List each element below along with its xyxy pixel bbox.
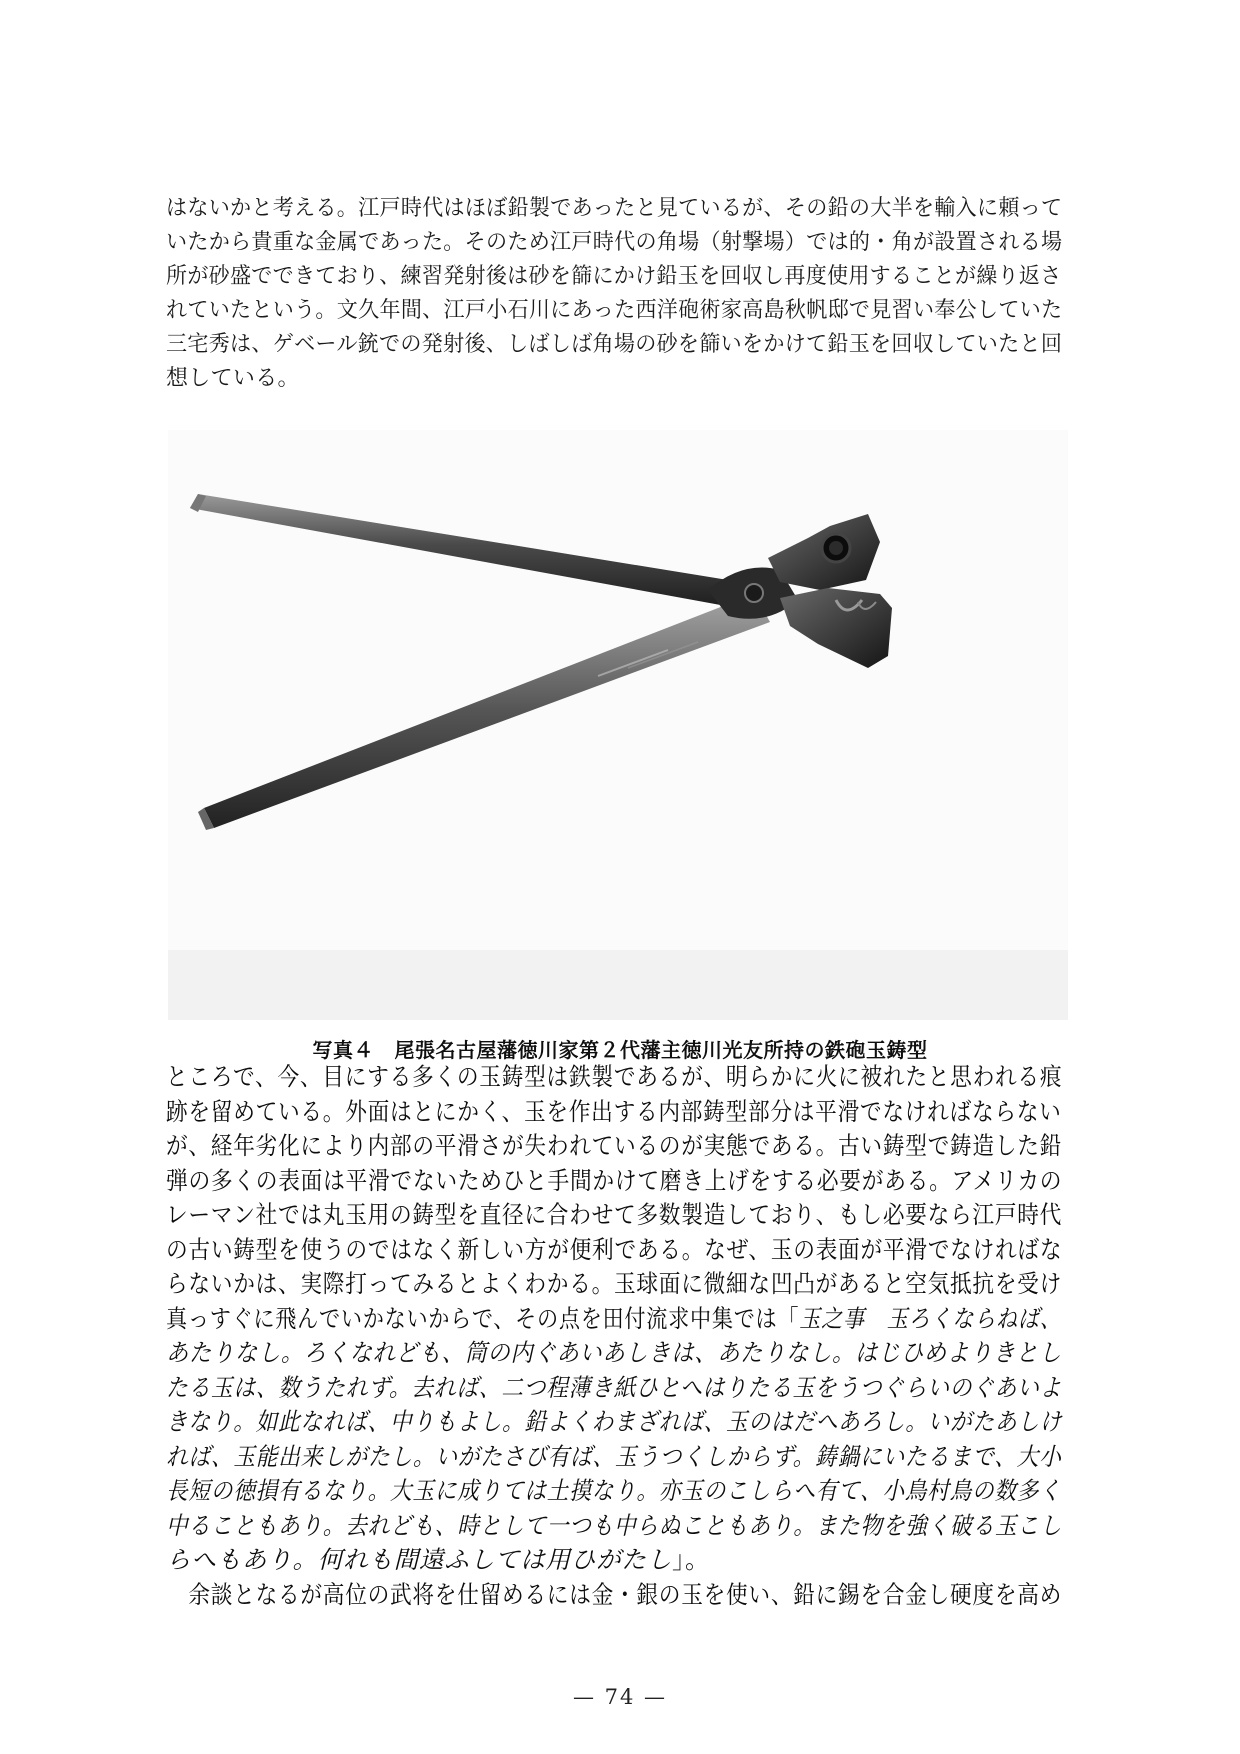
quoted-text: 中ることもあり。去れども、時として一つも中らぬこともあり。また物を強く破る玉こし xyxy=(166,1510,1063,1540)
quoted-line xyxy=(166,1547,710,1573)
quoted-line xyxy=(166,1372,1063,1402)
text-span: 真っすぐに飛んでいかないからで、その点を田付流求中集では「 xyxy=(166,1303,800,1333)
text-line: 跡を留めている。外面はとにかく、玉を作出する内部鋳型部分は平滑でなければならない xyxy=(166,1096,1062,1126)
quoted-text: らへもあり。何れも間遠ふしては用ひがたし xyxy=(166,1545,672,1574)
quoted-text: 玉之事 玉ろくならねば、 xyxy=(799,1303,1062,1333)
top-paragraph xyxy=(166,196,1063,391)
figure-caption: 写真４ 尾張名古屋藩徳川家第２代藩主徳川光友所持の鉄砲玉鋳型 xyxy=(312,1038,928,1062)
text-span: 」。 xyxy=(672,1545,711,1574)
text-line: 余談となるが高位の武将を仕留めるには金・銀の玉を使い、鉛に錫を合金し硬度を高め xyxy=(166,1579,1063,1609)
bullet-mold-photo xyxy=(168,430,1068,1020)
text-line: 弾の多くの表面は平滑でないためひと手間かけて磨き上げをする必要がある。アメリカの xyxy=(166,1165,1063,1195)
text-line: 三宅秀は、ゲベール銃での発射後、しばしば角場の砂を篩いをかけて鉛玉を回収していたと回 xyxy=(166,332,1063,357)
text-line: が、経年劣化により内部の平滑さが失われているのが実態である。古い鋳型で鋳造した鉛 xyxy=(166,1131,1063,1160)
text-line: ところで、今、目にする多くの玉鋳型は鉄製であるが、明らかに火に被れたと思われる痕 xyxy=(166,1062,1063,1091)
quoted-text: 長短の徳損有るなり。大玉に成りては土摸なり。亦玉のこしらへ有て、小鳥村鳥の数多く xyxy=(166,1476,1062,1505)
quoted-line xyxy=(166,1510,1063,1540)
quoted-line xyxy=(166,1441,1062,1471)
text-line: らないかは、実際打ってみるとよくわかる。玉球面に微細な凹凸があると空気抵抗を受け xyxy=(166,1269,1063,1298)
quoted-line xyxy=(166,1340,1062,1366)
quoted-text: たる玉は、数うたれず。去れば、二つ程薄き紙ひとへはりたる玉をうつぐらいのぐあいよ xyxy=(166,1372,1063,1402)
text-line: はないかと考える。江戸時代はほぼ鉛製であったと見ているが、その鉛の大半を輸入に頼って xyxy=(166,196,1063,221)
quoted-text: あたりなし。ろくなれども、筒の内ぐあいあしきは、あたりなし。はじひめよりきとし xyxy=(166,1338,1062,1367)
quoted-line xyxy=(166,1478,1062,1504)
text-line: レーマン社では丸玉用の鋳型を直径に合わせて多数製造しており、もし必要なら江戸時代 xyxy=(166,1200,1063,1229)
page-number: — 74 — xyxy=(572,1685,668,1709)
quoted-text: れば、玉能出来しがたし。いがたさび有ば、玉うつくしからず。鋳鍋にいたるまで、大小 xyxy=(166,1441,1062,1471)
text-line: 想している。 xyxy=(166,366,300,391)
hinge-pivot xyxy=(745,584,763,602)
text-line: 所が砂盛でできており、練習発射後は砂を篩にかけ鉛玉を回収し再度使用することが繰り返さ xyxy=(166,264,1062,289)
text-line: れていたという。文久年間、江戸小石川にあった西洋砲術家高島秋帆邸で見習い奉公していた xyxy=(166,298,1063,323)
text-line: いたから貴重な金属であった。そのため江戸時代の角場（射撃場）では的・角が設置される場 xyxy=(166,230,1063,255)
quoted-text: きなり。如此なれば、中りもよし。鉛よくわまざれば、玉のはだへあろし。いがたあしけ xyxy=(166,1407,1063,1436)
quoted-line xyxy=(166,1409,1062,1435)
main-paragraph xyxy=(166,1064,1062,1644)
text-line-mixed xyxy=(166,1303,1062,1333)
text-line: の古い鋳型を使うのではなく新しい方が便利である。なぜ、玉の表面が平滑でなければな xyxy=(166,1234,1063,1264)
